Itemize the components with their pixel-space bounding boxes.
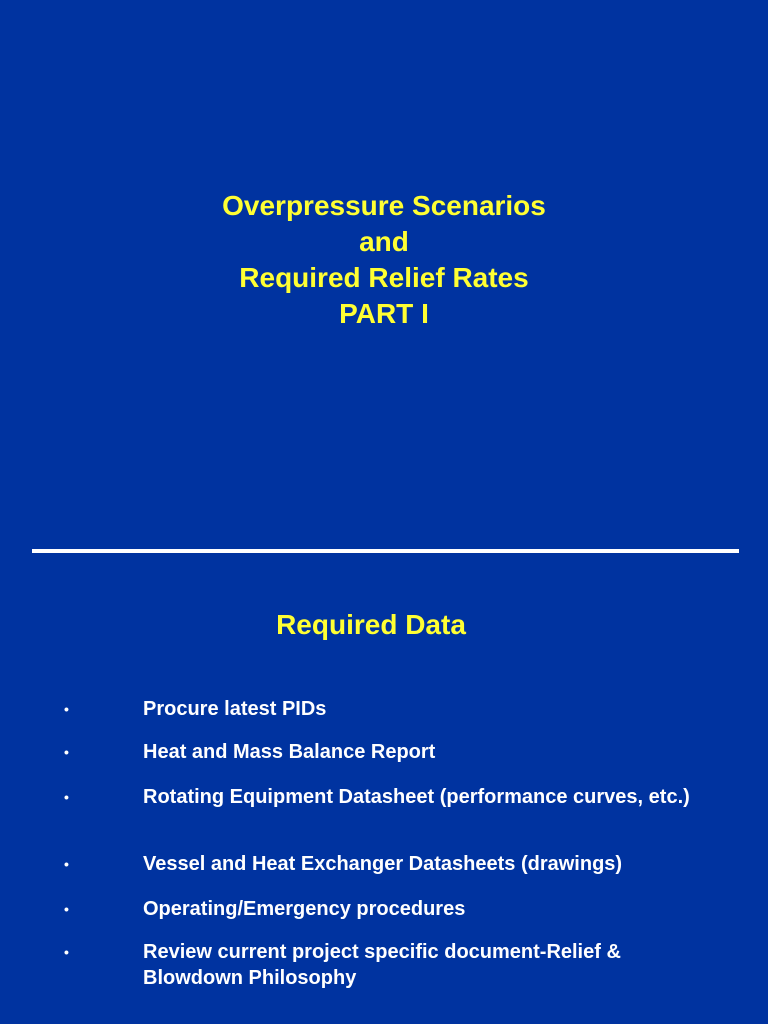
bullet-icon: •: [64, 856, 69, 872]
section-heading: Required Data: [276, 609, 466, 640]
bullet-icon: •: [64, 744, 69, 760]
bullet-text: Vessel and Heat Exchanger Datasheets (drawings): [143, 853, 623, 875]
bullet-icon: •: [64, 701, 69, 717]
bullet-text: Review current project specific document-Relief & Blowdown Philosophy: [143, 941, 621, 989]
bullet-text: Rotating Equipment Datasheet (performance curves, etc.): [143, 786, 690, 808]
bullet-text: Heat and Mass Balance Report: [143, 741, 436, 763]
title-line-1: Overpressure Scenarios: [222, 190, 546, 221]
horizontal-divider: [32, 549, 739, 553]
bullet-text: Procure latest PIDs: [143, 698, 327, 720]
title-line-2: and: [359, 226, 409, 257]
title-line-3: Required Relief Rates: [239, 262, 529, 293]
title-line-4: PART I: [339, 298, 429, 329]
bullet-icon: •: [64, 944, 69, 960]
bullet-icon: •: [64, 901, 69, 917]
slide-title: [0, 188, 768, 332]
bullet-icon: •: [64, 789, 69, 805]
bullet-text: Operating/Emergency procedures: [143, 898, 466, 920]
